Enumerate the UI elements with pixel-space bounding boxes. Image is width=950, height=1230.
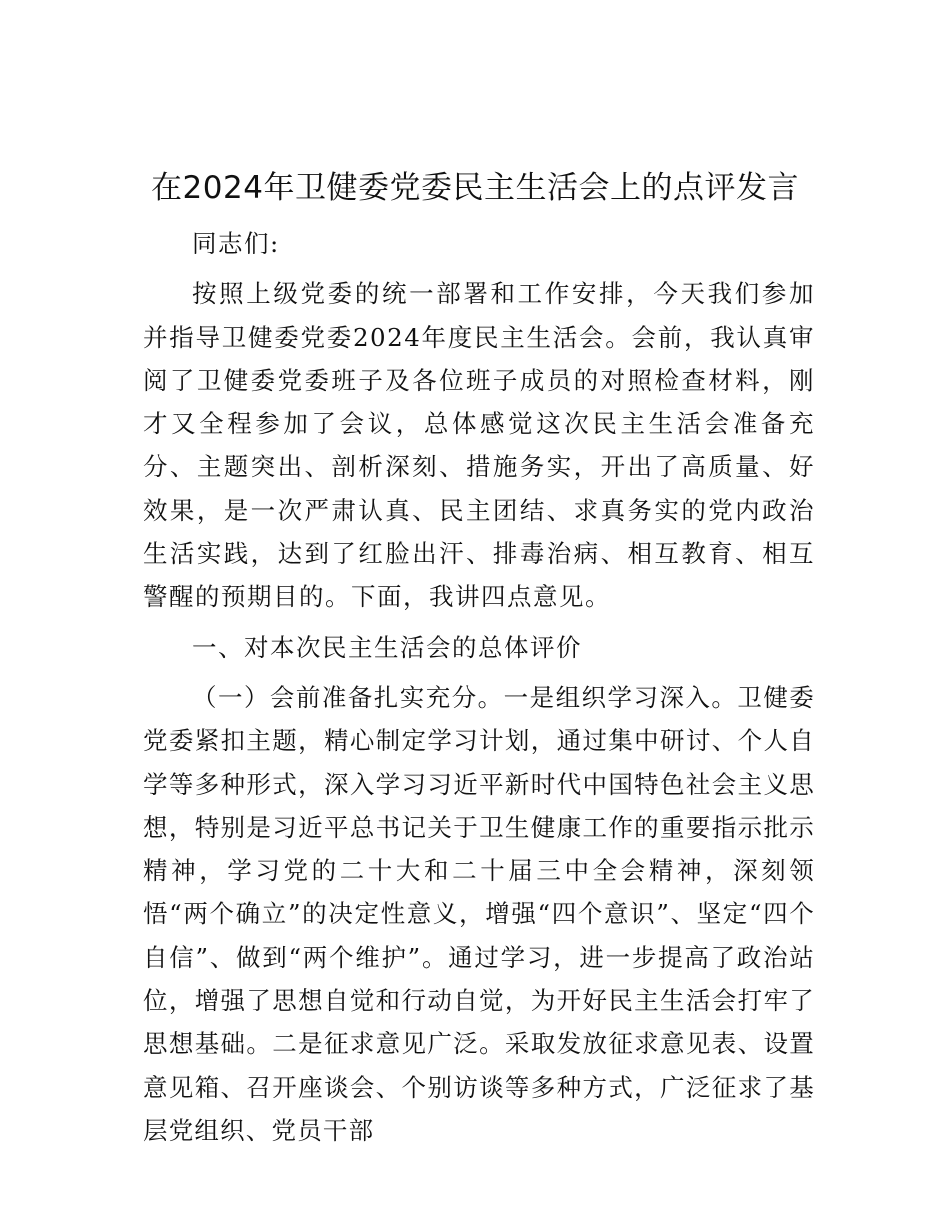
document-title: 在2024年卫健委党委民主生活会上的点评发言	[151, 170, 799, 206]
intro-paragraph: 按照上级党委的统一部署和工作安排，今天我们参加并指导卫健委党委2024年度民主生活会。会前，我认真审阅了卫健委党委班子及各位班子成员的对照检查材料，刚才又全程参加了会议，总体感觉这次民主生活会准备充分、主题突出、剖析深刻、措施务实，开出了高质量、好效果，是一次严肃认真、民主团结、求真务实的党内政治生活实践，达到了红脸出汗、排毒治病、相互教育、相互警醒的预期目的。下面，我讲四点意见。	[143, 279, 815, 612]
section-heading-1: 一、对本次民主生活会的总体评价	[192, 632, 582, 662]
section-1-paragraph-1: （一）会前准备扎实充分。一是组织学习深入。卫健委党委紧扣主题，精心制定学习计划，通过集中研讨、个人自学等多种形式，深入学习习近平新时代中国特色社会主义思想，特别是习近平总书记关于卫生健康工作的重要指示批示精神，学习党的二十大和二十届三中全会精神，深刻领悟“两个确立”的决定性意义，增强“四个意识”、坚定“四个自信”、做到“两个维护”。通过学习，进一步提高了政治站位，增强了思想自觉和行动自觉，为开好民主生活会打牢了思想基础。二是征求意见广泛。采取发放征求意见表、设置意见箱、召开座谈会、个别访谈等多种方式，广泛征求了基层党组织、党员干部	[143, 682, 815, 1145]
document-body	[143, 222, 815, 1152]
greeting-line: 同志们:	[192, 229, 280, 258]
